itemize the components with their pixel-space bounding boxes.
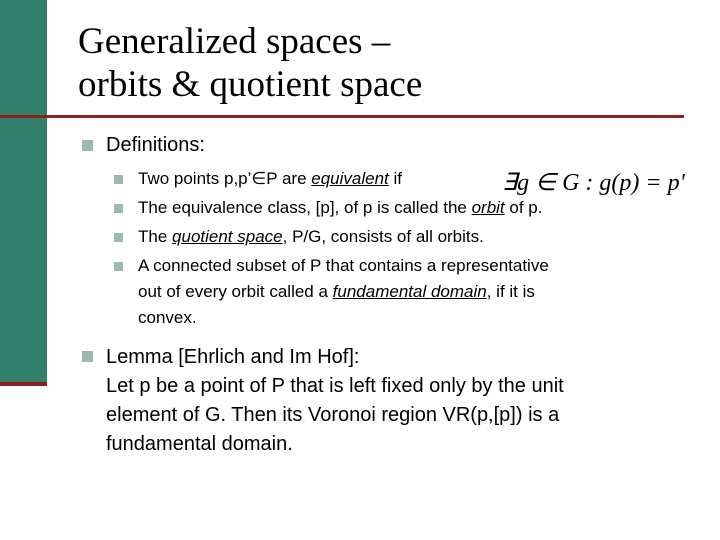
term-fundamental-domain: fundamental domain: [332, 282, 487, 301]
title-divider: [0, 115, 684, 118]
definition-text-line-2: [138, 279, 549, 305]
equivalence-formula: [498, 167, 708, 197]
definition-item-equivalent: [138, 166, 402, 192]
definition-text: of p.: [504, 198, 543, 217]
lemma-text: fundamental domain.: [106, 433, 293, 455]
definition-text: convex.: [138, 308, 197, 327]
lemma-text: Let p be a point of P that is left fixed only by the unit: [106, 375, 564, 397]
definition-item-orbit: [138, 195, 542, 221]
bullet-icon: [82, 351, 93, 362]
slide-title-line-1: Generalized spaces –: [78, 21, 391, 62]
sidebar-accent-cap: [0, 382, 47, 386]
definition-item-quotient-space: [138, 224, 484, 250]
bullet-icon: [82, 140, 93, 151]
definition-text: , if it is: [486, 282, 535, 301]
bullet-icon: [114, 175, 123, 184]
term-quotient-space: quotient space: [172, 227, 283, 246]
decorative-sidebar: [0, 0, 47, 382]
definition-text: The: [138, 227, 173, 246]
term-orbit: orbit: [471, 198, 505, 217]
lemma-block: [106, 343, 564, 459]
definition-text: A connected subset of P that contains a representative: [138, 256, 549, 275]
bullet-icon: [114, 233, 123, 242]
definition-item-fundamental-domain: [138, 253, 549, 331]
lemma-heading: Lemma [Ehrlich and Im Hof]:: [106, 346, 360, 368]
definition-text: out of every orbit called a: [138, 282, 333, 301]
definition-text: if: [388, 169, 403, 188]
slide-title: [78, 20, 422, 106]
definition-text: Two points p,p’∈P are: [138, 169, 312, 188]
slide-title-line-2: orbits & quotient space: [78, 64, 423, 105]
definitions-heading: Definitions:: [106, 134, 205, 156]
bullet-icon: [114, 262, 123, 271]
definition-text: The equivalence class, [p], of p is called the: [138, 198, 472, 217]
formula-text: ∃g ∈ G : g(p) = p': [502, 170, 685, 196]
lemma-text: element of G. Then its Voronoi region VR(p,[p]) is a: [106, 404, 560, 426]
definition-text: , P/G, consists of all orbits.: [282, 227, 484, 246]
term-equivalent: equivalent: [311, 169, 389, 188]
bullet-icon: [114, 204, 123, 213]
